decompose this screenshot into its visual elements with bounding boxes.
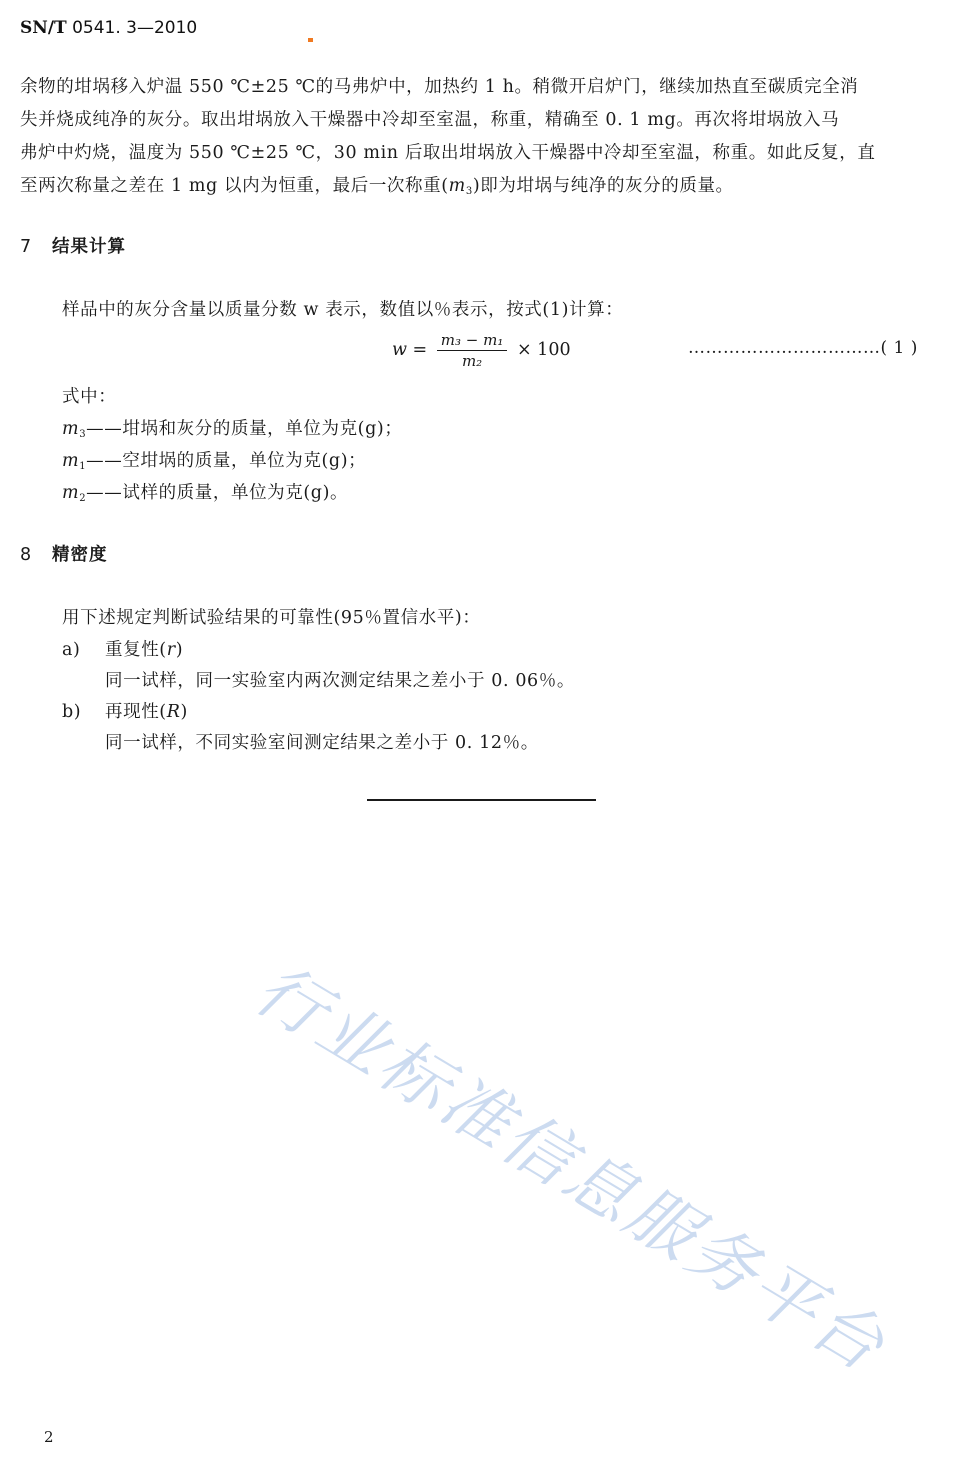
formula-fraction: $\frac{\text{m₃ − m₁}}{\text{m₂}}$	[437, 330, 508, 371]
end-rule	[367, 799, 596, 801]
item-a-desc: 同一试样，同一实验室内两次测定结果之差小于 0. 06％。	[105, 671, 575, 691]
item-b-desc: 同一试样，不同实验室间测定结果之差小于 0. 12％。	[105, 733, 539, 753]
item-b: b) 再现性(R)	[62, 702, 188, 722]
section-8-heading: 8 精密度	[20, 545, 108, 565]
section-7-heading: 7 结果计算	[20, 237, 126, 257]
var-m3: $m_3——$坩埚和灰分的质量，单位为克(g)；	[62, 419, 403, 440]
formula: w = $\frac{\text{m₃ − m₁}}{\text{m₂}}$ × 100	[392, 331, 571, 370]
page-number: 2	[44, 1428, 54, 1446]
item-a: a) 重复性(r)	[62, 640, 184, 660]
section-8-lead: 用下述规定判断试验结果的可靠性(95％置信水平)：	[62, 608, 481, 628]
document-code: SN/T 0541. 3—2010	[20, 18, 198, 38]
intro-line-3: 弗炉中灼烧，温度为 550 ℃±25 ℃，30 min 后取出坩埚放入干燥器中冷却至室温，称重。如此反复，直	[20, 143, 876, 163]
intro-line-4: 至两次称量之差在 1 mg 以内为恒重，最后一次称重$(m_3)$即为坩埚与纯净的灰分的质量。	[20, 176, 734, 197]
watermark: 行业标准信息服务平台	[241, 949, 900, 1389]
where-label: 式中：	[62, 387, 117, 407]
var-m2: $m_2——$试样的质量，单位为克(g)。	[62, 483, 349, 504]
intro-line-2: 失并烧成纯净的灰分。取出坩埚放入干燥器中冷却至室温，称重，精确至 0. 1 mg。再次将坩埚放入马	[20, 110, 840, 130]
section-7-lead: 样品中的灰分含量以质量分数 w 表示，数值以％表示，按式(1)计算：	[62, 300, 624, 320]
intro-line-1: 余物的坩埚移入炉温 550 ℃±25 ℃的马弗炉中，加热约 1 h。稍微开启炉门，继续加热直至碳质完全消	[20, 77, 859, 97]
formula-reference: ……………………………( 1 )	[688, 338, 918, 358]
var-m1: $m_1——$空坩埚的质量，单位为克(g)；	[62, 451, 367, 472]
orange-mark	[308, 38, 313, 42]
